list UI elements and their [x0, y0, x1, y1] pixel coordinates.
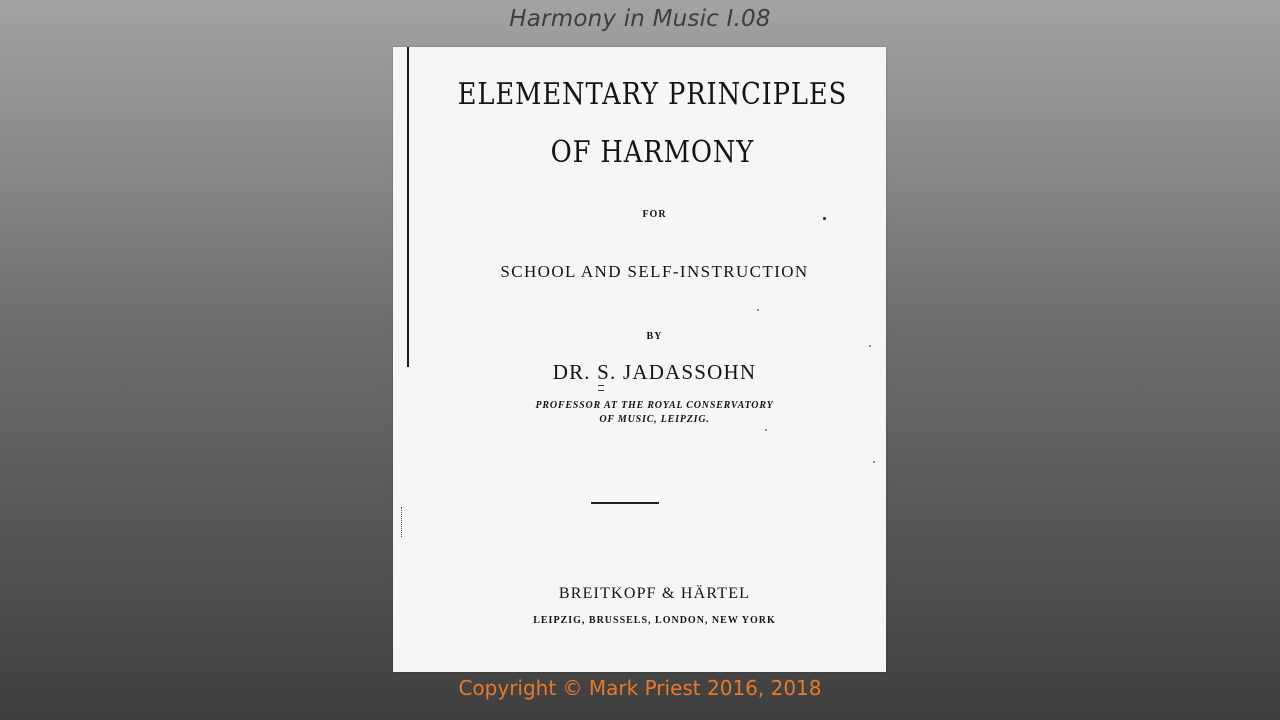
book-title-line1: ELEMENTARY PRINCIPLES: [457, 77, 848, 112]
book-by-label: BY: [646, 331, 663, 342]
page-binding-marks: [401, 507, 406, 537]
book-subtitle: SCHOOL AND SELF-INSTRUCTION: [500, 262, 809, 281]
scan-speck: [873, 461, 875, 463]
divider-rule: [591, 502, 659, 504]
book-author: DR. S. JADASSOHN: [552, 360, 757, 384]
author-underline-mark: [598, 385, 604, 391]
book-publisher-cities: LEIPZIG, BRUSSELS, LONDON, NEW YORK: [533, 615, 776, 626]
scan-speck: [869, 345, 871, 347]
scan-speck: [765, 429, 767, 431]
book-title-line2: OF HARMONY: [550, 135, 755, 170]
scanned-book-page: [393, 47, 886, 672]
page-binding-line: [407, 47, 409, 367]
author-title-line1: PROFESSOR AT THE ROYAL CONSERVATORY: [535, 400, 774, 411]
scan-speck: [757, 309, 759, 311]
copyright-notice: Copyright © Mark Priest 2016, 2018: [458, 676, 822, 700]
author-title-line2: OF MUSIC, LEIPZIG.: [599, 414, 710, 425]
book-for-label: FOR: [642, 209, 667, 220]
slide-title: Harmony in Music I.08: [509, 6, 771, 32]
book-publisher: BREITKOPF & HÄRTEL: [558, 585, 751, 602]
